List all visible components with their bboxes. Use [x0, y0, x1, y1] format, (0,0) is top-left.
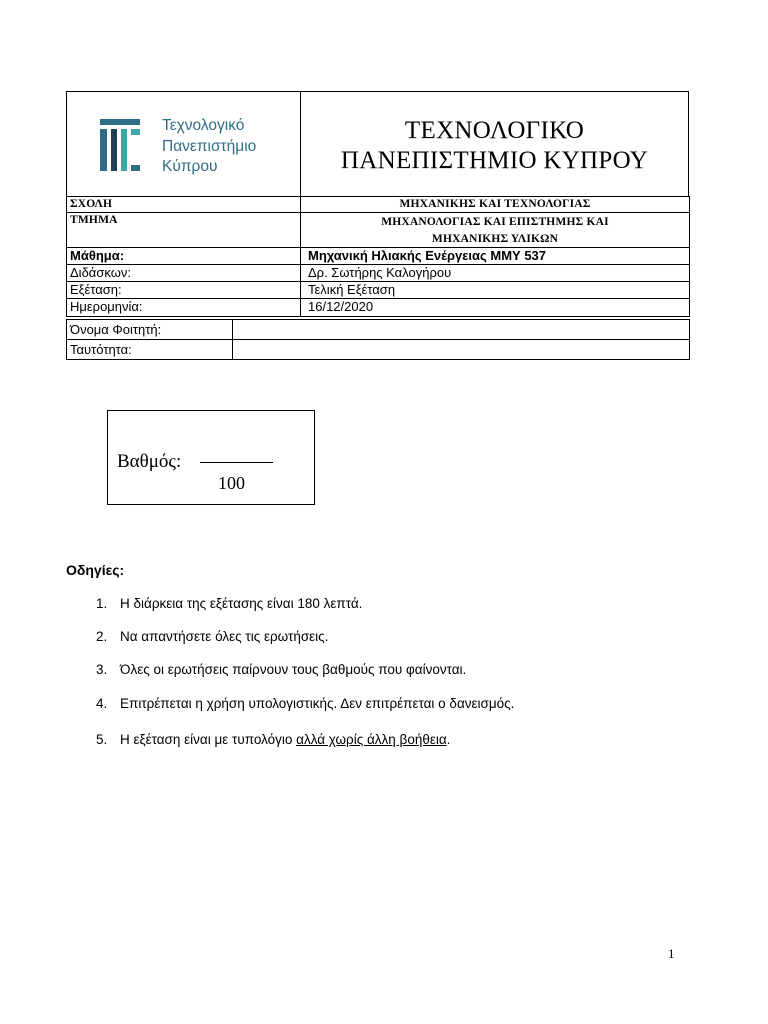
date-value: 16/12/2020 [308, 299, 374, 314]
student-name-field[interactable] [237, 322, 687, 339]
course-value: Μηχανική Ηλιακής Ενέργειας ΜΜΥ 537 [308, 248, 547, 263]
department-value-line: ΜΗΧΑΝΟΛΟΓΙΑΣ ΚΑΙ ΕΠΙΣΤΗΜΗΣ ΚΑΙ [381, 216, 609, 228]
date-row [66, 298, 690, 317]
student-id-label: Ταυτότητα: [70, 342, 132, 357]
exam-label: Εξέταση: [70, 282, 122, 297]
logo-line: Τεχνολογικό [162, 117, 245, 134]
instruction-number: 3. [96, 662, 108, 677]
logo-cell [66, 91, 301, 197]
department-value-line: ΜΗΧΑΝΙΚΗΣ ΥΛΙΚΩΝ [431, 233, 559, 245]
school-label: ΣΧΟΛΗ [70, 198, 113, 210]
instruction-item [96, 696, 514, 712]
course-label: Μάθημα: [70, 248, 125, 263]
title-line: ΠΑΝΕΠΙΣΤΗΜΙΟ ΚΥΠΡΟΥ [340, 147, 649, 174]
title-cell [300, 91, 689, 197]
grade-box [107, 410, 315, 505]
grade-label: Βαθμός: [117, 451, 182, 472]
page-number: 1 [668, 946, 675, 961]
instruction-text-underlined: αλλά χωρίς άλλη βοήθεια [296, 732, 447, 747]
instruction-number: 5. [96, 732, 108, 747]
grade-blank-line[interactable] [200, 462, 273, 463]
instruction-item [96, 596, 362, 612]
date-label: Ημερομηνία: [70, 299, 143, 314]
grade-max: 100 [218, 473, 245, 493]
logo-wordmark [162, 116, 256, 178]
instruction-text: Η διάρκεια της εξέτασης είναι 180 λεπτά. [120, 596, 363, 611]
instructor-value: Δρ. Σωτήρης Καλογήρου [308, 265, 452, 280]
instruction-text: Η εξέταση είναι με τυπολόγιο [120, 732, 297, 747]
instruction-item [96, 732, 450, 748]
instruction-number: 4. [96, 696, 108, 711]
exam-value: Τελική Εξέταση [308, 282, 396, 297]
department-label: ΤΜΗΜΑ [70, 214, 118, 226]
instructor-label: Διδάσκων: [70, 265, 131, 280]
department-value [301, 214, 689, 248]
department-row [66, 212, 690, 248]
instructor-row [66, 264, 690, 282]
student-id-row [66, 339, 690, 360]
instruction-number: 2. [96, 629, 108, 644]
title-line: ΤΕΧΝΟΛΟΓΙΚΟ [404, 117, 585, 144]
student-id-field[interactable] [237, 342, 687, 359]
school-row [66, 196, 690, 213]
instruction-item [96, 662, 466, 678]
logo-line: Κύπρου [162, 158, 218, 175]
university-title [301, 116, 688, 176]
instruction-text: . [446, 732, 451, 747]
university-logo-icon [100, 119, 140, 171]
logo-line: Πανεπιστήμιο [162, 137, 257, 155]
student-name-label: Όνομα Φοιτητή: [70, 322, 162, 337]
course-row [66, 247, 690, 265]
instruction-item [96, 629, 328, 645]
instruction-text: Να απαντήσετε όλες τις ερωτήσεις. [120, 629, 329, 644]
instruction-text: Επιτρέπεται η χρήση υπολογιστικής. Δεν επιτρέπεται ο δανεισμός. [120, 696, 515, 711]
instructions-title: Οδηγίες: [66, 562, 125, 578]
instruction-number: 1. [96, 596, 108, 611]
exam-row [66, 281, 690, 299]
student-name-row [66, 319, 690, 340]
instruction-text: Όλες οι ερωτήσεις παίρνουν τους βαθμούς που φαίνονται. [120, 662, 467, 677]
school-value: ΜΗΧΑΝΙΚΗΣ ΚΑΙ ΤΕΧΝΟΛΟΓΙΑΣ [399, 198, 591, 210]
